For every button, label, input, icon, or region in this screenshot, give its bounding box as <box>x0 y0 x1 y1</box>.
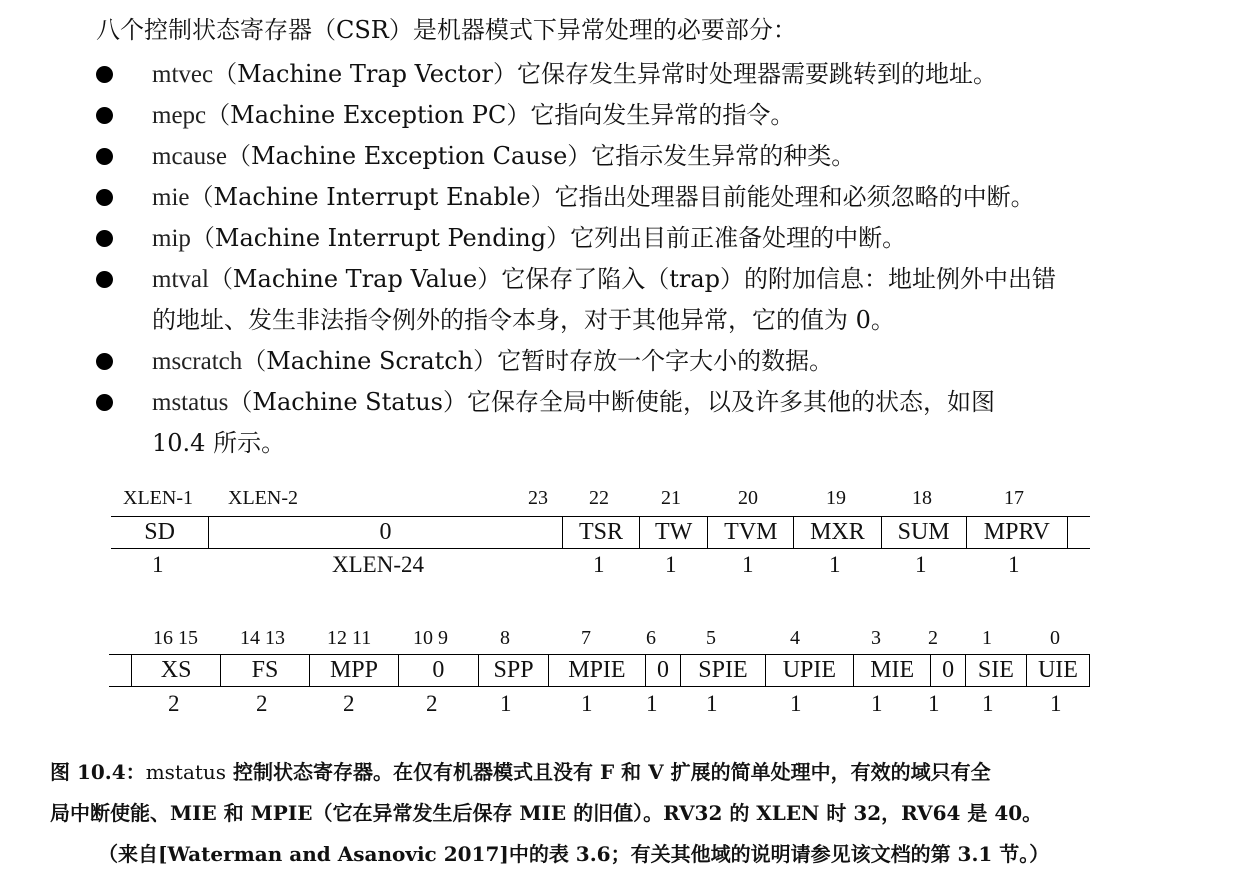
bit-index-label: 21 <box>661 487 681 509</box>
register-desc: （Machine Interrupt Enable）它指出处理器目前能处理和必须忽略的中断。 <box>189 183 1035 211</box>
field-reserved: 0 <box>398 655 478 687</box>
register-desc: （Machine Exception PC）它指向发生异常的指令。 <box>206 101 795 129</box>
field-width-label: 1 <box>593 552 605 577</box>
field-width-label: 1 <box>646 691 658 716</box>
list-item <box>94 218 1204 259</box>
bit-index-label: 22 <box>589 487 609 509</box>
bullet-icon <box>96 148 113 165</box>
bit-index-label: 0 <box>1050 627 1060 649</box>
field-width-label: 1 <box>1008 552 1020 577</box>
register-name: mstatus <box>152 389 229 416</box>
bit-index-label: 19 <box>826 487 846 509</box>
bit-index-label: 5 <box>706 627 716 649</box>
field-mpp: MPP <box>310 655 398 687</box>
bit-index-label: 1 <box>982 627 992 649</box>
field-width-label: 1 <box>1050 691 1062 716</box>
register-desc: （Machine Status）它保存全局中断使能，以及许多其他的状态，如图 <box>228 388 995 416</box>
bit-index-label: 10 9 <box>413 627 448 649</box>
bit-index-label: 18 <box>912 487 932 509</box>
field-xs: XS <box>132 655 220 687</box>
field-reserved: 0 <box>931 655 966 687</box>
bit-index-label: 23 <box>528 487 548 509</box>
register-desc: （Machine Scratch）它暂时存放一个字大小的数据。 <box>242 347 834 375</box>
bit-index-label: XLEN-1 <box>123 487 193 509</box>
caption-line <box>50 752 1049 793</box>
caption-line: 局中断使能、MIE 和 MPIE（它在异常发生后保存 MIE 的旧值）。RV32 的 XLEN 时 32，RV64 是 40。 <box>50 801 1043 825</box>
field-width-label: 1 <box>152 552 164 577</box>
field-continuation <box>1067 517 1090 549</box>
bullet-icon <box>96 394 113 411</box>
register-desc: （Machine Interrupt Pending）它列出目前正准备处理的中断。 <box>190 224 907 252</box>
field-width-label: 1 <box>742 552 754 577</box>
field-spp: SPP <box>478 655 548 687</box>
intro-text: 八个控制状态寄存器（CSR）是机器模式下异常处理的必要部分： <box>96 16 797 44</box>
field-sd: SD <box>111 517 209 549</box>
field-spie: SPIE <box>681 655 765 687</box>
register-field-row <box>111 516 1090 549</box>
list-item <box>94 95 1204 136</box>
field-width-label: 2 <box>426 691 438 716</box>
field-width-label: 1 <box>500 691 512 716</box>
bit-index-label: 4 <box>790 627 800 649</box>
list-item <box>94 382 1204 464</box>
field-continuation <box>109 655 132 687</box>
register-name: mcause <box>152 143 227 170</box>
field-width-label: 2 <box>343 691 355 716</box>
register-name: mepc <box>152 102 207 129</box>
register-name: mie <box>152 184 190 211</box>
bit-index-label: 3 <box>871 627 881 649</box>
field-mie: MIE <box>854 655 931 687</box>
bit-index-label: XLEN-2 <box>228 487 298 509</box>
field-mpie: MPIE <box>549 655 646 687</box>
register-name: mtval <box>152 266 209 293</box>
field-upie: UPIE <box>765 655 853 687</box>
field-width-label: 1 <box>871 691 883 716</box>
field-width-label: 1 <box>982 691 994 716</box>
bit-index-label: 20 <box>738 487 758 509</box>
caption-line: （来自[Waterman and Asanovic 2017]中的表 3.6；有关其他域的说明请参见该文档的第 3.1 节。） <box>98 842 1050 866</box>
list-item <box>94 136 1204 177</box>
field-mprv: MPRV <box>966 517 1067 549</box>
field-width-label: 1 <box>581 691 593 716</box>
field-width-label: 1 <box>915 552 927 577</box>
figure-caption <box>50 752 1049 875</box>
bit-index-label: 7 <box>581 627 591 649</box>
register-name: mtvec <box>152 61 214 88</box>
field-width-label: 2 <box>256 691 268 716</box>
register-field-row <box>109 654 1090 687</box>
list-item <box>94 177 1204 218</box>
bit-index-label: 2 <box>928 627 938 649</box>
bullet-icon <box>96 189 113 206</box>
field-mxr: MXR <box>794 517 881 549</box>
bit-index-label: 8 <box>500 627 510 649</box>
register-desc: （Machine Trap Vector）它保存发生异常时处理器需要跳转到的地址。 <box>213 60 997 88</box>
field-tvm: TVM <box>708 517 794 549</box>
field-width-label: 1 <box>928 691 940 716</box>
field-fs: FS <box>220 655 309 687</box>
field-tsr: TSR <box>562 517 639 549</box>
bit-index-label: 12 11 <box>327 627 372 649</box>
bit-index-label: 16 15 <box>153 627 198 649</box>
field-sie: SIE <box>965 655 1026 687</box>
list-item <box>94 341 1204 382</box>
bullet-icon <box>96 271 113 288</box>
field-tw: TW <box>640 517 708 549</box>
register-name: mip <box>152 225 191 252</box>
field-width-label: 1 <box>790 691 802 716</box>
field-width-label: 1 <box>706 691 718 716</box>
figure-number: 图 10.4： <box>50 760 146 784</box>
bullet-icon <box>96 353 113 370</box>
field-reserved: 0 <box>645 655 681 687</box>
bit-index-label: 6 <box>646 627 656 649</box>
field-sum: SUM <box>881 517 966 549</box>
field-reserved: 0 <box>209 517 563 549</box>
field-width-label: 1 <box>829 552 841 577</box>
bullet-icon <box>96 66 113 83</box>
bullet-icon <box>96 107 113 124</box>
caption-register-name: mstatus <box>145 760 227 784</box>
register-desc-continued: 的地址、发生非法指令例外的指令本身，对于其他异常，它的值为 0。 <box>152 306 895 334</box>
caption-text: 控制状态寄存器。在仅有机器模式且没有 F 和 V 扩展的简单处理中，有效的域只有全 <box>226 760 991 784</box>
csr-list <box>94 54 1204 464</box>
register-desc: （Machine Trap Value）它保存了陷入（trap）的附加信息：地址例外中出错 <box>208 265 1057 293</box>
list-item <box>94 259 1204 341</box>
bit-index-label: 14 13 <box>240 627 285 649</box>
register-name: mscratch <box>152 348 243 375</box>
register-desc-continued: 10.4 所示。 <box>152 429 286 457</box>
field-width-label: 2 <box>168 691 180 716</box>
field-width-label: XLEN-24 <box>332 552 424 577</box>
field-width-label: 1 <box>665 552 677 577</box>
bullet-icon <box>96 230 113 247</box>
bit-index-label: 17 <box>1004 487 1024 509</box>
list-item <box>94 54 1204 95</box>
register-desc: （Machine Exception Cause）它指示发生异常的种类。 <box>226 142 856 170</box>
field-uie: UIE <box>1026 655 1089 687</box>
